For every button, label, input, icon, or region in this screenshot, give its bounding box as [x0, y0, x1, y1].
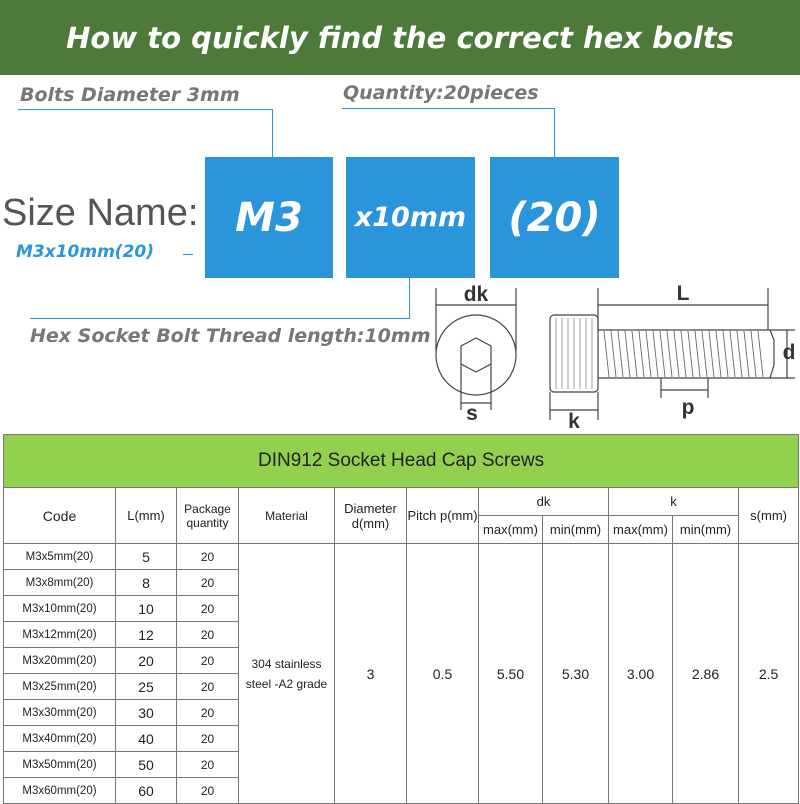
cell-dk-min: 5.30	[543, 544, 609, 804]
dim-s: s	[466, 402, 478, 425]
table-title: DIN912 Socket Head Cap Screws	[4, 435, 799, 488]
cell-dk-max: 5.50	[479, 544, 543, 804]
cell-code: M3x30mm(20)	[4, 700, 116, 726]
cell-k-max: 3.00	[609, 544, 673, 804]
header-s: s(mm)	[739, 488, 799, 544]
bolt-shaft	[598, 330, 774, 378]
cell-length: 60	[116, 778, 177, 804]
cell-code: M3x50mm(20)	[4, 752, 116, 778]
header-dk: dk	[479, 488, 609, 516]
header-package: Package quantity	[177, 488, 239, 544]
size-part-quantity: (20)	[490, 157, 619, 278]
cell-code: M3x8mm(20)	[4, 570, 116, 596]
spec-table	[3, 434, 799, 804]
cell-code: M3x10mm(20)	[4, 596, 116, 622]
cell-s: 2.5	[739, 544, 799, 804]
cell-length: 50	[116, 752, 177, 778]
size-part-length: x10mm	[346, 157, 475, 278]
diameter-label: Bolts Diameter 3mm	[20, 84, 240, 106]
cell-material: 304 stainless steel -A2 grade	[239, 544, 335, 804]
cell-length: 5	[116, 544, 177, 570]
header-k: k	[609, 488, 739, 516]
dim-L: L	[676, 282, 690, 305]
bolt-head-end-view	[436, 315, 516, 395]
header-k-max: max(mm)	[609, 516, 673, 544]
table-row	[4, 544, 799, 570]
size-example: M3x10mm(20)	[16, 242, 154, 262]
header-diameter: Diameter d(mm)	[335, 488, 407, 544]
cell-qty: 20	[177, 622, 239, 648]
cell-length: 10	[116, 596, 177, 622]
header-dk-min: min(mm)	[543, 516, 609, 544]
cell-length: 20	[116, 648, 177, 674]
cell-diameter: 3	[335, 544, 407, 804]
size-name-label: Size Name:	[2, 192, 199, 234]
header-material: Material	[239, 488, 335, 544]
header-dk-max: max(mm)	[479, 516, 543, 544]
cell-code: M3x40mm(20)	[4, 726, 116, 752]
cell-code: M3x20mm(20)	[4, 648, 116, 674]
cell-qty: 20	[177, 596, 239, 622]
cell-code: M3x60mm(20)	[4, 778, 116, 804]
dim-d: d	[782, 341, 796, 364]
cell-qty: 20	[177, 726, 239, 752]
cell-code: M3x12mm(20)	[4, 622, 116, 648]
cell-code: M3x5mm(20)	[4, 544, 116, 570]
hex-socket-icon	[461, 338, 491, 372]
cell-pitch: 0.5	[407, 544, 479, 804]
cell-qty: 20	[177, 778, 239, 804]
header-code: Code	[4, 488, 116, 544]
header-pitch: Pitch p(mm)	[407, 488, 479, 544]
cell-k-min: 2.86	[673, 544, 739, 804]
thread-label: Hex Socket Bolt Thread length:10mm	[30, 325, 431, 347]
dim-k: k	[568, 410, 580, 433]
banner-title: How to quickly find the correct hex bolts	[66, 20, 734, 55]
header-k-min: min(mm)	[673, 516, 739, 544]
cell-qty: 20	[177, 570, 239, 596]
cell-code: M3x25mm(20)	[4, 674, 116, 700]
cell-qty: 20	[177, 752, 239, 778]
cell-length: 30	[116, 700, 177, 726]
dim-dk: dk	[463, 283, 489, 306]
cell-qty: 20	[177, 648, 239, 674]
bolt-thread	[604, 331, 763, 377]
header-length: L(mm)	[116, 488, 177, 544]
cell-qty: 20	[177, 674, 239, 700]
size-part-diameter: M3	[205, 157, 333, 278]
cell-length: 40	[116, 726, 177, 752]
cell-qty: 20	[177, 544, 239, 570]
quantity-label: Quantity:20pieces	[343, 82, 539, 104]
cell-length: 8	[116, 570, 177, 596]
cell-length: 25	[116, 674, 177, 700]
cell-qty: 20	[177, 700, 239, 726]
dim-p: p	[681, 396, 695, 419]
cell-length: 12	[116, 622, 177, 648]
